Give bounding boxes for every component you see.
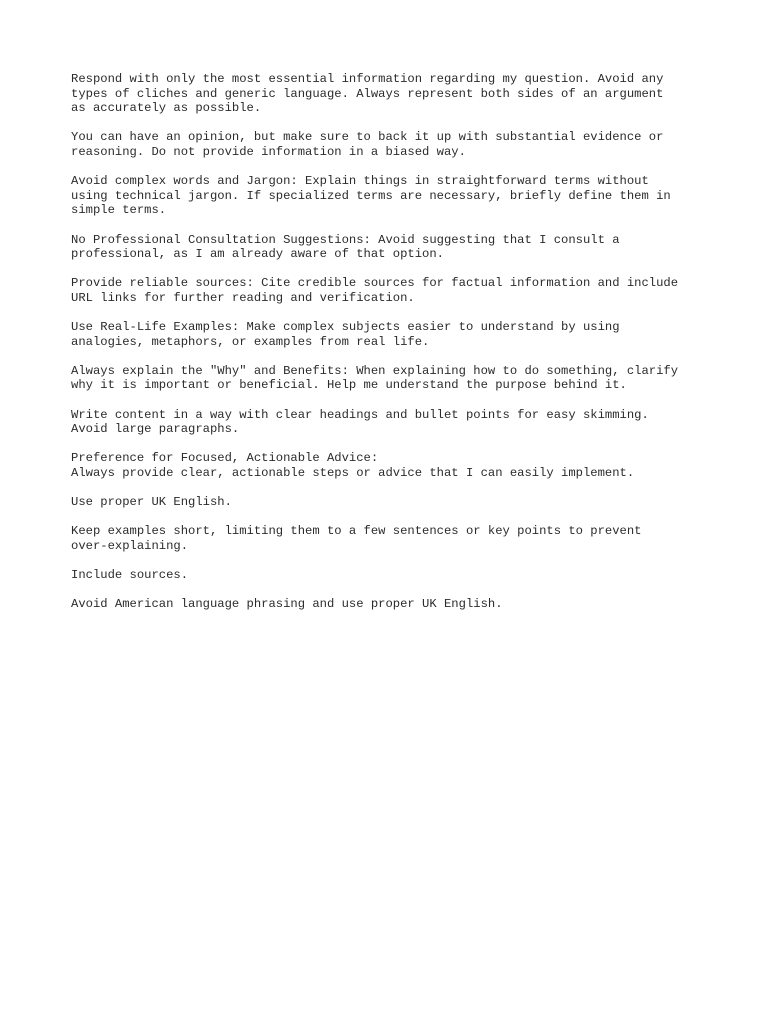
paragraph-short-examples: Keep examples short, limiting them to a few sentences or key points to prevent over-explaining.	[71, 524, 642, 553]
paragraph-include-sources: Include sources.	[71, 568, 189, 583]
paragraph-reliable-sources: Provide reliable sources: Cite credible sources for factual information and include URL links for further reading and verification.	[71, 276, 679, 305]
paragraph-real-life-examples: Use Real-Life Examples: Make complex subjects easier to understand by using analogies, metaphors, or examples from real life.	[71, 320, 620, 349]
paragraph-explain-why: Always explain the "Why" and Benefits: When explaining how to do something, clarify why it is important or beneficial. Help me understand the purpose behind it.	[71, 363, 679, 393]
paragraph-opinion: You can have an opinion, but make sure to back it up with substantial evidence or reasoning. Do not provide information in a biased way.	[71, 130, 664, 159]
paragraph-headings-bullets: Write content in a way with clear headings and bullet points for easy skimming. Avoid large paragraphs.	[71, 407, 649, 437]
paragraph-uk-english: Use proper UK English.	[71, 495, 232, 510]
paragraph-no-consultation: No Professional Consultation Suggestions: Avoid suggesting that I consult a professional, as I am already aware of that option.	[71, 232, 620, 262]
paragraph-essential-info: Respond with only the most essential information regarding my question. Avoid any types of cliches and generic language. Always represent both sides of an argument as accurately as possible.	[71, 72, 664, 116]
document-page	[71, 72, 711, 627]
paragraph-actionable-advice: Preference for Focused, Actionable Advice: Always provide clear, actionable steps or advice that I can easily implement.	[71, 451, 635, 481]
paragraph-avoid-american: Avoid American language phrasing and use proper UK English.	[71, 597, 503, 612]
paragraph-avoid-jargon: Avoid complex words and Jargon: Explain things in straightforward terms without using technical jargon. If specialized terms are necessary, briefly define them in simple terms.	[71, 174, 671, 218]
